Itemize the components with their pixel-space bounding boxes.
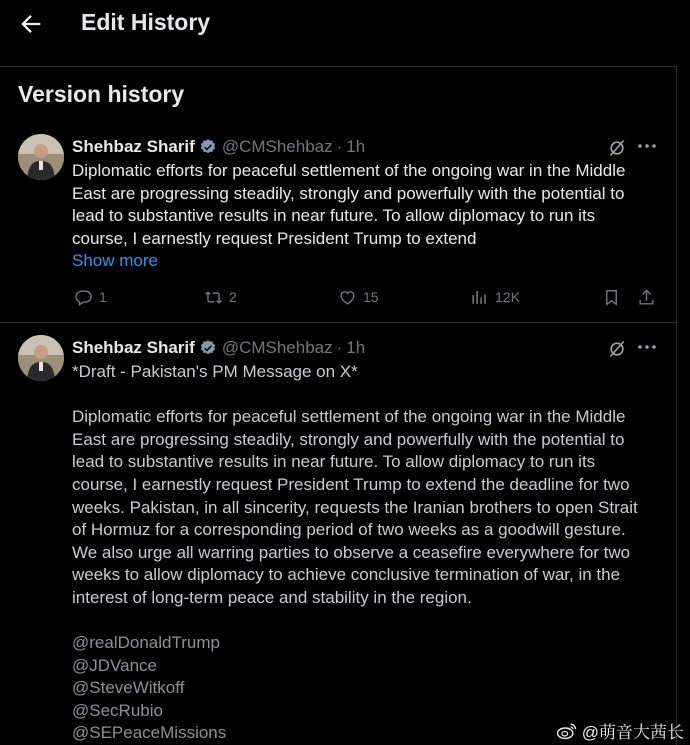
more-options-icon[interactable]: [636, 337, 658, 357]
like-count: 15: [363, 289, 379, 305]
repost-count: 2: [229, 289, 237, 305]
watermark: [556, 718, 684, 743]
top-bar: [0, 0, 676, 67]
verified-badge-icon: [199, 339, 217, 357]
avatar[interactable]: [18, 335, 64, 381]
tweet-text-line: lead to substantive results in near future. To allow diplomacy to run its: [72, 206, 596, 226]
reply-count: 1: [99, 289, 107, 305]
mention-link[interactable]: @SecRubio: [72, 700, 163, 720]
more-options-icon[interactable]: [636, 136, 658, 156]
watermark-text: @萌音大茜长: [581, 723, 684, 742]
grok-icon[interactable]: [607, 339, 627, 359]
section-title: Version history: [18, 81, 185, 107]
handle[interactable]: @CMShehbaz: [221, 338, 333, 357]
tweet-text-line: of Hormuz for a corresponding period of two weeks as a goodwill gesture.: [72, 520, 626, 540]
bookmark-icon: [602, 288, 621, 307]
share-button[interactable]: [637, 287, 656, 307]
verified-badge-icon: [199, 138, 217, 156]
arrow-left-icon[interactable]: [17, 10, 45, 38]
tweet-text-line: interest of long-term peace and stability in the region.: [72, 587, 472, 607]
column-border: [676, 66, 677, 745]
divider: [0, 322, 676, 323]
tweet-text-line: weeks. Pakistan, in all sincerity, requests the Iranian brothers to open Strait: [72, 497, 638, 517]
mention-link[interactable]: @SteveWitkoff: [72, 678, 185, 698]
mention-link[interactable]: @realDonaldTrump: [72, 633, 220, 652]
mention-link[interactable]: @JDVance: [72, 655, 157, 675]
tweet-text-line: East are progressing steadily, strongly and powerfully with the potential to: [72, 429, 625, 449]
tweet-text-line: lead to substantive results in near future. To allow diplomacy to run its: [72, 452, 596, 472]
display-name[interactable]: Shehbaz Sharif: [72, 338, 195, 357]
repost-button[interactable]: [204, 287, 237, 307]
tweet-header: [72, 337, 365, 359]
mention-link[interactable]: @SEPeaceMissions: [72, 723, 227, 743]
reply-icon: [74, 288, 93, 307]
share-icon: [637, 288, 656, 307]
tweet-text-line: Diplomatic efforts for peaceful settlement of the ongoing war in the Middle: [72, 407, 626, 427]
show-more-link[interactable]: Show more: [72, 251, 158, 270]
page-title: Edit History: [81, 9, 211, 35]
tweet-text: [72, 361, 662, 610]
view-count: 12K: [495, 289, 520, 305]
tweet-text-line: course, I earnestly request President Trump to extend the deadline for two: [72, 474, 630, 494]
tweet-text-line: We also urge all warring parties to observe a ceasefire everywhere for two: [72, 542, 631, 562]
grok-icon[interactable]: [607, 138, 627, 158]
views-button[interactable]: [470, 287, 520, 307]
like-button[interactable]: [338, 287, 379, 307]
avatar[interactable]: [18, 134, 64, 180]
mentions-list: [72, 632, 226, 745]
analytics-icon: [470, 288, 489, 307]
display-name[interactable]: Shehbaz Sharif: [72, 137, 195, 156]
timestamp[interactable]: 1h: [346, 137, 366, 156]
timestamp[interactable]: 1h: [346, 338, 366, 357]
separator: ·: [336, 338, 343, 357]
heart-icon: [338, 288, 357, 307]
tweet-header: [72, 136, 365, 158]
repost-icon: [204, 288, 223, 307]
bookmark-button[interactable]: [602, 287, 621, 307]
handle[interactable]: @CMShehbaz: [221, 137, 333, 156]
reply-button[interactable]: [74, 287, 107, 307]
tweet-text-line: weeks to allow diplomacy to achieve conclusive termination of war, in the: [72, 565, 621, 585]
separator: ·: [336, 137, 343, 156]
tweet-text-spacer: [72, 384, 662, 407]
tweet-text-line: East are progressing steadily, strongly and powerfully with the potential to: [72, 183, 625, 203]
tweet-text-line: Diplomatic efforts for peaceful settlement of the ongoing war in the Middle: [72, 161, 626, 180]
tweet-text-line: *Draft - Pakistan's PM Message on X*: [72, 362, 358, 381]
weibo-logo-icon: [556, 722, 578, 740]
tweet-text-line: course, I earnestly request President Trump to extend: [72, 228, 477, 248]
tweet-text: [72, 160, 662, 250]
